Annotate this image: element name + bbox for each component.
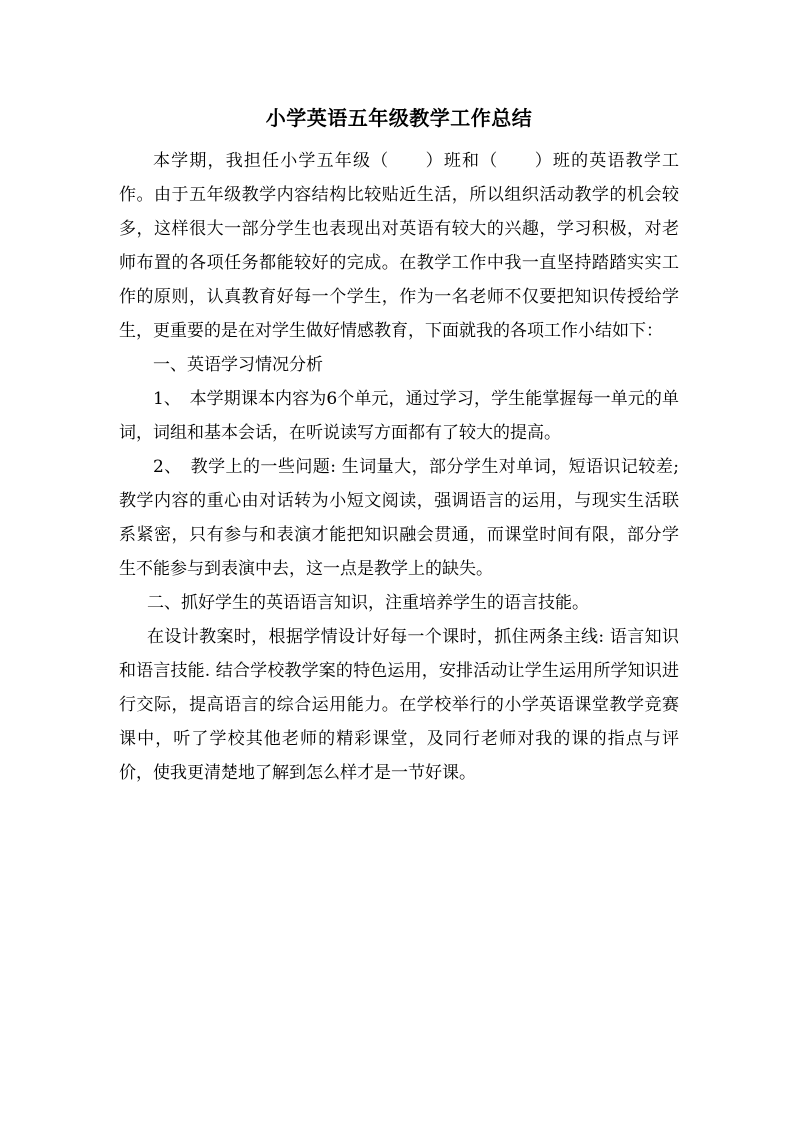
document-title: 小学英语五年级教学工作总结: [265, 106, 533, 130]
section-2-heading: 二、抓好学生的英语语言知识，注重培养学生的语言技能。: [147, 593, 589, 613]
intro-paragraph: 本学期，我担任小学五年级（ ）班和（ ）班的英语教学工作。由于五年级教学内容结构比较贴近生活，所以组织活动教学的机会较多，这样很大一部分学生也表现出对英语有较大的兴趣，学习积极，对老师布置的各项任务都能较好的完成。在教学工作中我一直坚持踏踏实实工作的原则，认真教育好每一个学生，作为一名老师不仅要把知识传授给学生，更重要的是在对学生做好情感教育，下面就我的各项工作小结如下：: [119, 151, 679, 341]
section-2-paragraph: 在设计教案时，根据学情设计好每一个课时，抓住两条主线: 语言知识和语言技能. 结合学校教学案的特色运用，安排活动让学生运用所学知识进行交际，提高语言的综合运用能力。在学校举行的小学英语课堂教学竞赛课中，听了学校其他老师的精彩课堂，及同行老师对我的课的指点与评价，使我更清楚地了解到怎么样才是一节好课。: [119, 627, 679, 783]
list-item-1: 1、 本学期课本内容为6个单元，通过学习，学生能掌握每一单元的单词，词组和基本会话，在听说读写方面都有了较大的提高。: [119, 389, 679, 443]
section-1-heading: 一、英语学习情况分析: [153, 355, 323, 375]
list-item-2: 2、 教学上的一些问题: 生词量大，部分学生对单词，短语识记较差; 教学内容的重心由对话转为小短文阅读，强调语言的运用，与现实生活联系紧密，只有参与和表演才能把知识融会贯通，而课堂时间有限，部分学生不能参与到表演中去，这一点是教学上的缺失。: [119, 457, 679, 579]
